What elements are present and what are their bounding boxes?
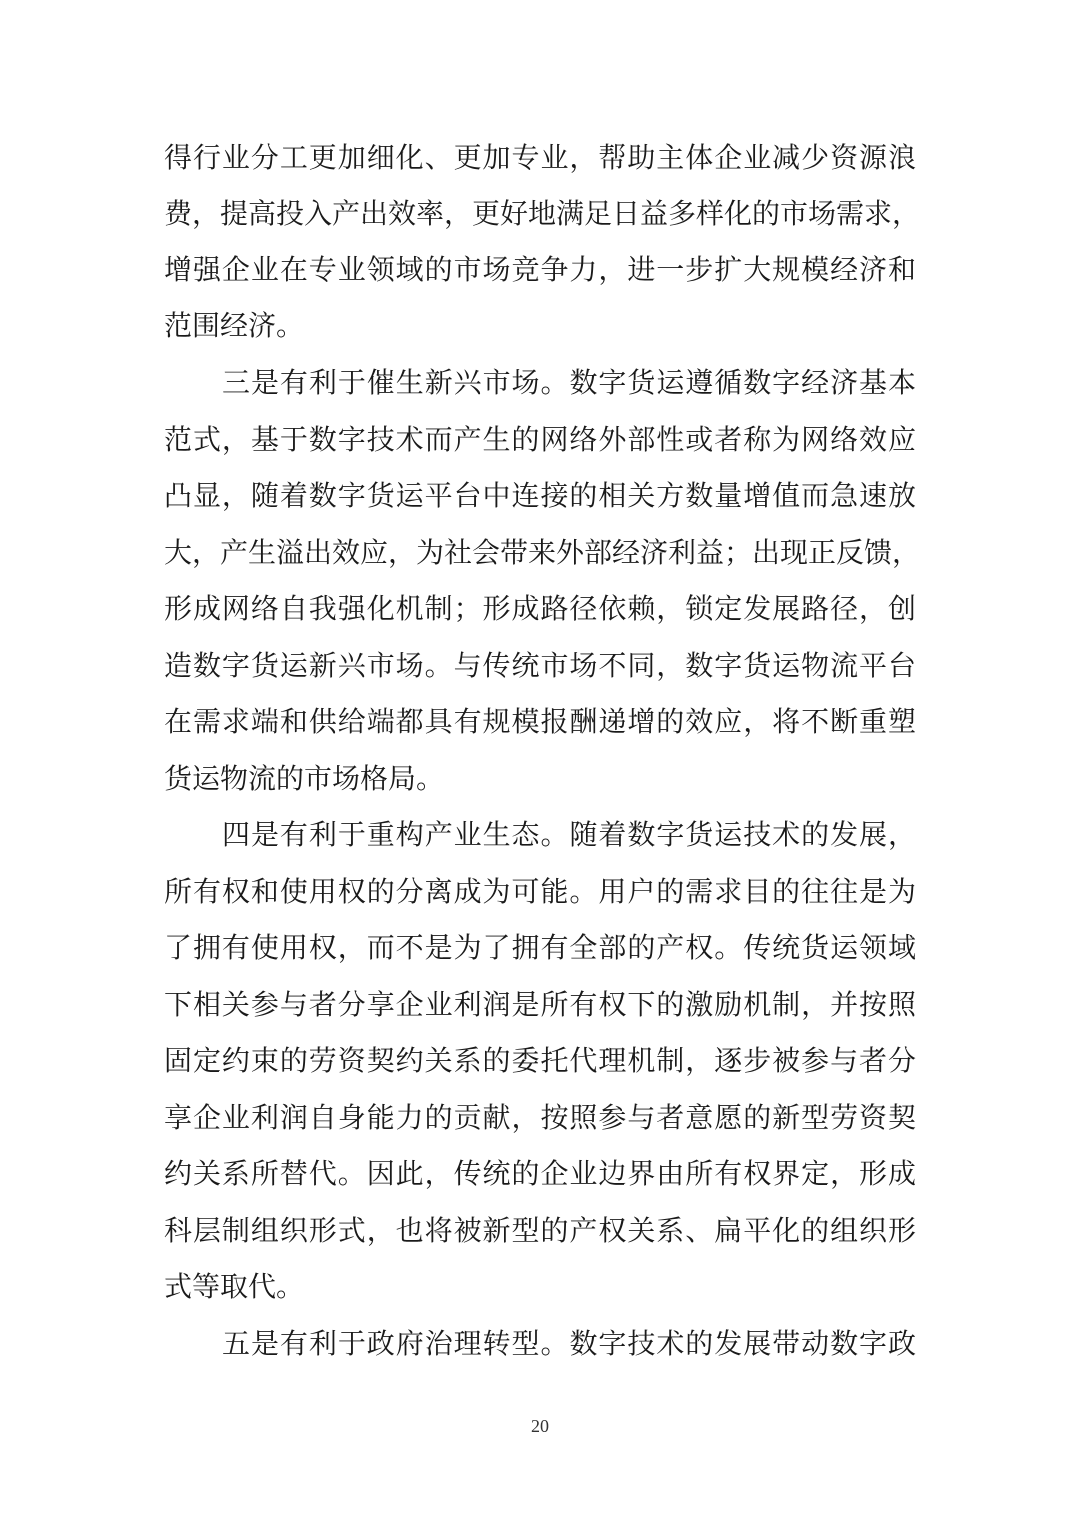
text-line: 约关系所替代。因此，传统的企业边界由所有权界定，形成 bbox=[164, 1157, 916, 1190]
text-line: 费，提高投入产出效率，更好地满足日益多样化的市场需求， bbox=[164, 197, 921, 230]
text-line: 所有权和使用权的分离成为可能。用户的需求目的往往是为 bbox=[164, 875, 916, 908]
page-number: 20 bbox=[531, 1416, 549, 1436]
text-line: 在需求端和供给端都具有规模报酬递增的效应，将不断重塑 bbox=[164, 705, 916, 738]
text-line: 五是有利于政府治理转型。数字技术的发展带动数字政 bbox=[222, 1327, 916, 1360]
text-line: 三是有利于催生新兴市场。数字货运遵循数字经济基本 bbox=[222, 366, 916, 399]
text-line: 得行业分工更加细化、更加专业，帮助主体企业减少资源浪 bbox=[164, 141, 916, 174]
text-line: 了拥有使用权，而不是为了拥有全部的产权。传统货运领域 bbox=[164, 931, 916, 964]
text-line: 科层制组织形式，也将被新型的产权关系、扁平化的组织形 bbox=[164, 1214, 916, 1247]
text-line: 范式，基于数字技术而产生的网络外部性或者称为网络效应 bbox=[164, 423, 916, 456]
text-line: 形成网络自我强化机制；形成路径依赖，锁定发展路径，创 bbox=[164, 592, 916, 625]
text-line: 范围经济。 bbox=[164, 309, 305, 342]
text-line: 增强企业在专业领域的市场竞争力，进一步扩大规模经济和 bbox=[164, 253, 916, 286]
text-line: 享企业利润自身能力的贡献，按照参与者意愿的新型劳资契 bbox=[164, 1101, 916, 1134]
text-line: 造数字货运新兴市场。与传统市场不同，数字货运物流平台 bbox=[164, 649, 916, 682]
text-line: 货运物流的市场格局。 bbox=[164, 762, 445, 795]
text-line: 式等取代。 bbox=[164, 1270, 305, 1303]
text-line: 下相关参与者分享企业利润是所有权下的激励机制，并按照 bbox=[164, 988, 916, 1021]
text-line: 固定约束的劳资契约关系的委托代理机制，逐步被参与者分 bbox=[164, 1044, 916, 1077]
text-line: 大，产生溢出效应，为社会带来外部经济利益；出现正反馈， bbox=[164, 536, 921, 569]
text-line: 凸显，随着数字货运平台中连接的相关方数量增值而急速放 bbox=[164, 479, 916, 512]
text-line: 四是有利于重构产业生态。随着数字货运技术的发展， bbox=[222, 818, 916, 851]
